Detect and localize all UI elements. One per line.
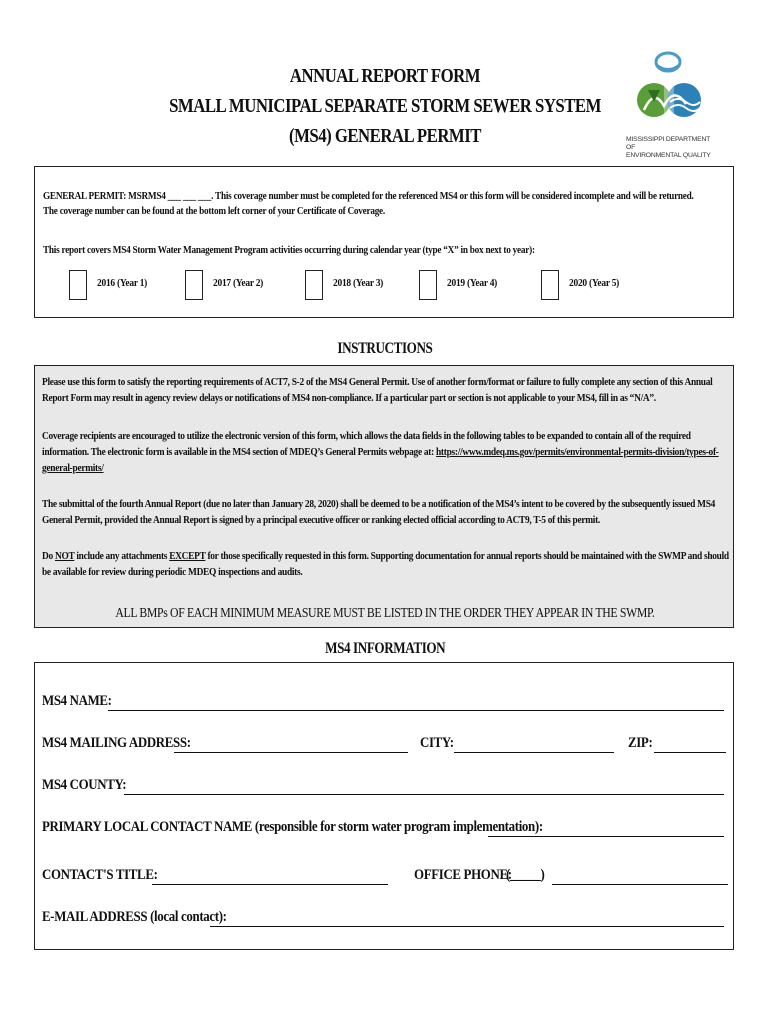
title-line-2: SMALL MUNICIPAL SEPARATE STORM SEWER SYSTEM bbox=[169, 96, 601, 117]
instructions-paragraph-1: Please use this form to satisfy the reporting requirements of ACT7, S-2 of the MS4 General Permit. Use of another form/format or failure to fully complete any section of this Annual Report Form may result in agency review delays or notifications of MS4 non-compliance. If a particular part or section is not applicable to your MS4, fill in as “N/A”. bbox=[42, 376, 713, 404]
contact-title-label: CONTACT'S TITLE: bbox=[42, 867, 158, 883]
instructions-paragraph-4 bbox=[42, 548, 730, 580]
year-selector bbox=[69, 270, 729, 300]
ms4-county-row bbox=[42, 777, 732, 799]
city-field[interactable] bbox=[454, 752, 614, 753]
general-permits-link[interactable]: https://www.mdeq.ms.gov/permits/environmental-permits-division/types-of-general-permits/ bbox=[42, 446, 719, 474]
logo-text-line-1: MISSISSIPPI DEPARTMENT OF bbox=[626, 136, 710, 151]
year-checkbox-2016[interactable] bbox=[69, 270, 87, 300]
p4-not: NOT bbox=[54, 550, 75, 562]
ms4-address-label: MS4 MAILING ADDRESS: bbox=[42, 735, 191, 751]
instructions-box bbox=[34, 365, 734, 628]
logo-text bbox=[626, 136, 716, 160]
contact-title-row bbox=[42, 867, 732, 889]
primary-contact-field[interactable] bbox=[488, 836, 724, 837]
office-phone-field[interactable] bbox=[552, 884, 728, 885]
city-label: CITY: bbox=[420, 735, 454, 751]
ms4-information-heading bbox=[0, 640, 770, 658]
year-label-2017: 2017 (Year 2) bbox=[213, 277, 264, 289]
ms4-address-field[interactable] bbox=[174, 752, 408, 753]
title-line-3: (MS4) GENERAL PERMIT bbox=[289, 126, 481, 147]
year-label-2018: 2018 (Year 3) bbox=[333, 277, 384, 289]
year-checkbox-2020[interactable] bbox=[541, 270, 559, 300]
year-checkbox-2017[interactable] bbox=[185, 270, 203, 300]
phone-area-code[interactable]: (_____) bbox=[506, 867, 545, 883]
ms4-name-label: MS4 NAME: bbox=[42, 693, 112, 709]
coverage-number-line[interactable]: GENERAL PERMIT: MSRMS4 ___ ___ ___. This coverage number must be completed for the referenced MS4 or this form will be considered incomplete and will be returned. bbox=[43, 190, 694, 202]
year-label-2016: 2016 (Year 1) bbox=[97, 277, 148, 289]
ms4-county-label: MS4 COUNTY: bbox=[42, 777, 127, 793]
bmp-order-note bbox=[35, 606, 735, 622]
instructions-heading bbox=[0, 340, 770, 358]
bmp-order-note-text: ALL BMPs OF EACH MINIMUM MEASURE MUST BE LISTED IN THE ORDER THEY APPEAR IN THE SWMP. bbox=[115, 606, 655, 621]
zip-field[interactable] bbox=[654, 752, 726, 753]
year-label-2020: 2020 (Year 5) bbox=[569, 277, 620, 289]
logo-text-line-2: ENVIRONMENTAL QUALITY bbox=[626, 152, 711, 159]
year-label-2019: 2019 (Year 4) bbox=[447, 277, 498, 289]
ms4-address-row bbox=[42, 735, 732, 757]
mdeq-logo bbox=[626, 50, 710, 158]
contact-title-field[interactable] bbox=[152, 884, 388, 885]
ms4-county-field[interactable] bbox=[124, 794, 724, 795]
instructions-paragraph-2 bbox=[42, 428, 730, 476]
p4-except: EXCEPT bbox=[169, 550, 206, 562]
email-field[interactable] bbox=[210, 926, 724, 927]
ms4-name-field[interactable] bbox=[108, 710, 724, 711]
email-label: E-MAIL ADDRESS (local contact): bbox=[42, 909, 227, 925]
instructions-paragraph-2-text: Coverage recipients are encouraged to utilize the electronic version of this form, which allows the data fields in the following tables to be expanded to contain all of the required information. The electronic form is available in the MS4 section of MDEQ’s General Permits webpage at: bbox=[42, 430, 691, 458]
primary-contact-label: PRIMARY LOCAL CONTACT NAME (responsible for storm water program implementation): bbox=[42, 819, 543, 835]
permit-coverage-text bbox=[43, 189, 733, 219]
mdeq-logo-icon bbox=[634, 50, 706, 132]
instructions-paragraph-3: The submittal of the fourth Annual Report (due no later than January 28, 2020) shall be deemed to be a notification of the MS4’s intent to be covered by the subsequently issued MS4 General Permit, provided the Annual Report is signed by a principal executive officer or ranking elected official according to ACT9, T-5 of this permit. bbox=[42, 498, 716, 526]
p4-part-a: Do bbox=[42, 550, 55, 562]
p4-part-b: include any attachments bbox=[74, 550, 170, 562]
permit-coverage-box bbox=[34, 166, 734, 318]
year-instruction-text: This report covers MS4 Storm Water Management Program activities occurring during calendar year (type “X” in box next to year): bbox=[43, 244, 535, 256]
year-checkbox-2018[interactable] bbox=[305, 270, 323, 300]
ms4-name-row bbox=[42, 693, 732, 715]
ms4-information-heading-text: MS4 INFORMATION bbox=[324, 640, 446, 657]
form-title bbox=[130, 62, 640, 152]
year-checkbox-2019[interactable] bbox=[419, 270, 437, 300]
office-phone-label: OFFICE PHONE: bbox=[414, 867, 512, 883]
year-instruction bbox=[43, 243, 733, 258]
p4-part-c: for those specifically requested in this form. Supporting documentation for annual reports should be maintained with the SWMP and should be available for review during periodic MDEQ inspections and audits. bbox=[42, 550, 729, 578]
title-line-1: ANNUAL REPORT FORM bbox=[289, 66, 481, 87]
coverage-help-line: The coverage number can be found at the bottom left corner of your Certificate of Coverage. bbox=[43, 205, 385, 217]
ms4-information-box bbox=[34, 662, 734, 950]
primary-contact-row bbox=[42, 819, 732, 841]
zip-label: ZIP: bbox=[628, 735, 653, 751]
email-row bbox=[42, 909, 732, 931]
instructions-heading-text: INSTRUCTIONS bbox=[337, 340, 433, 357]
